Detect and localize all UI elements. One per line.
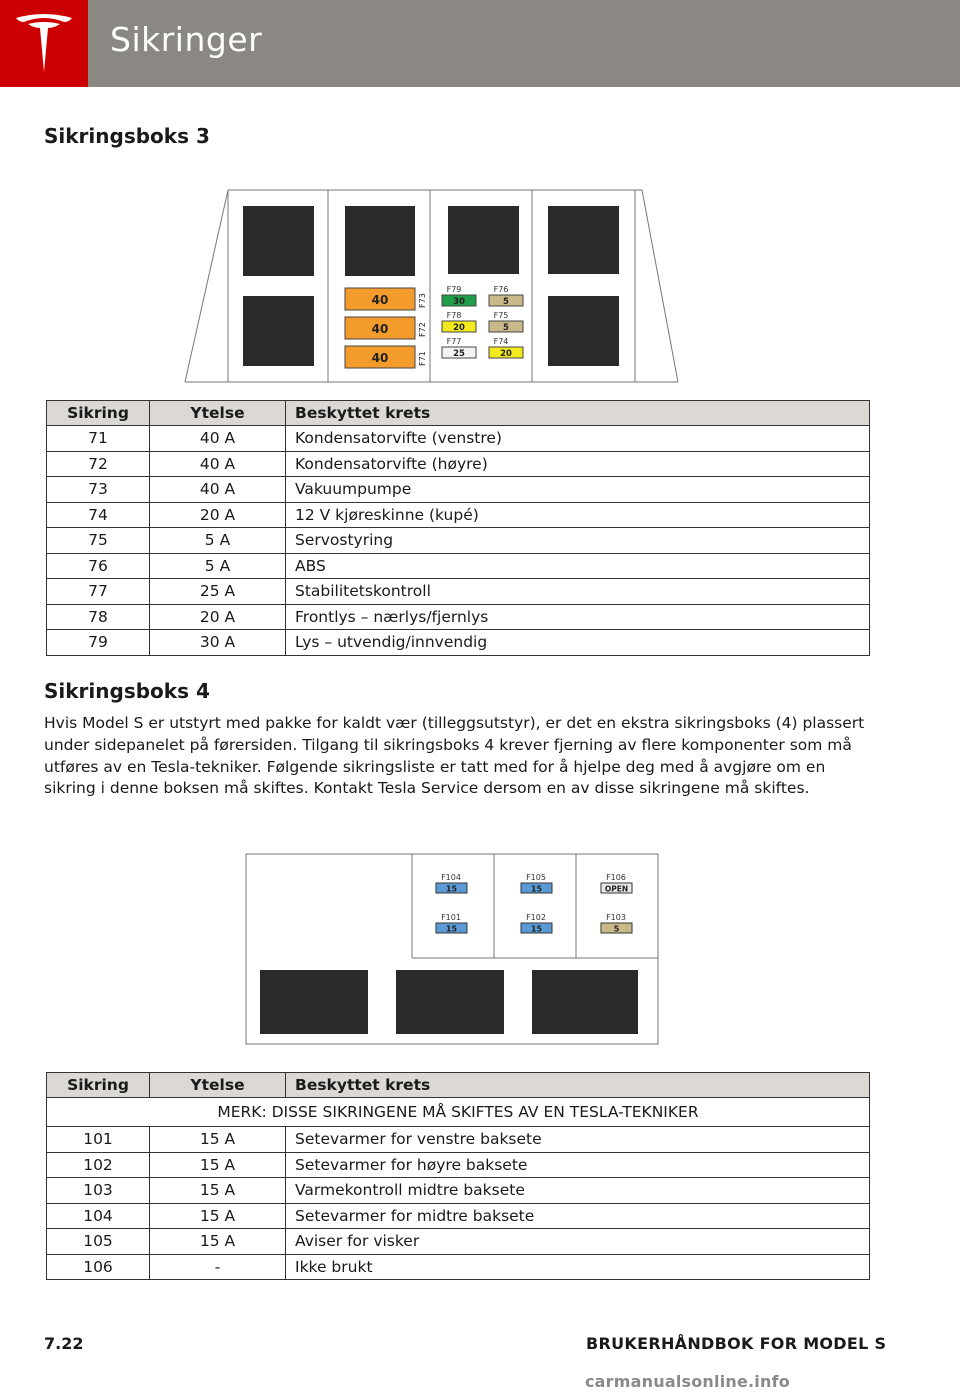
column-header-krets: Beskyttet krets — [286, 1073, 870, 1098]
fuse-label: F102 — [526, 913, 546, 922]
fuse-box-3-diagram — [180, 184, 680, 384]
fuse-table-3 — [46, 400, 870, 656]
cell-krets: Lys – utvendig/innvendig — [286, 630, 870, 656]
column-header-sikring: Sikring — [47, 401, 150, 426]
cell-ytelse: 15 A — [150, 1229, 286, 1255]
cell-sikring: 103 — [47, 1178, 150, 1204]
cell-ytelse: 30 A — [150, 630, 286, 656]
cell-ytelse: 20 A — [150, 502, 286, 528]
fuse-table-4 — [46, 1072, 870, 1280]
table-note-row — [47, 1098, 870, 1127]
table-row — [47, 579, 870, 605]
fuse-rating: 25 — [453, 349, 465, 359]
fuse-label: F106 — [606, 873, 626, 882]
fuse-label: F76 — [493, 285, 509, 294]
fuse-label: F103 — [606, 913, 626, 922]
cell-krets: Varmekontroll midtre baksete — [286, 1178, 870, 1204]
fuse-rating: 15 — [530, 924, 543, 934]
cell-ytelse: 5 A — [150, 528, 286, 554]
cell-krets: Ikke brukt — [286, 1254, 870, 1280]
cell-sikring: 72 — [47, 451, 150, 477]
table-row — [47, 502, 870, 528]
cell-krets: Vakuumpumpe — [286, 477, 870, 503]
table-row — [47, 451, 870, 477]
cell-sikring: 77 — [47, 579, 150, 605]
cell-sikring: 102 — [47, 1152, 150, 1178]
cell-ytelse: 15 A — [150, 1203, 286, 1229]
cell-ytelse: 40 A — [150, 477, 286, 503]
page-title: Sikringer — [110, 20, 263, 59]
cell-sikring: 74 — [47, 502, 150, 528]
column-header-ytelse: Ytelse — [150, 1073, 286, 1098]
fuse-rating: 20 — [453, 323, 465, 333]
cell-ytelse: 25 A — [150, 579, 286, 605]
cell-ytelse: 15 A — [150, 1152, 286, 1178]
section-4-description: Hvis Model S er utstyrt med pakke for kaldt vær (tilleggsutstyr), er det en ekstra sikringsboks (4) plassert under sidepanelet på førersiden. Tilgang til sikringsboks 4 krever fjerning av flere komponenter som må utføres av en Tesla-tekniker. Følgende sikringsliste er tatt med for å hjelpe deg med å avgjøre om en sikring i denne boksen må skiftes. Kontakt Tesla Service dersom en av disse sikringene må skiftes. — [44, 714, 865, 798]
fuse-box-4-diagram — [244, 852, 660, 1046]
page-header — [0, 0, 960, 87]
cell-krets: Setevarmer for midtre baksete — [286, 1203, 870, 1229]
fuse-label: F77 — [446, 337, 462, 346]
fuse-label: F71 — [418, 351, 427, 366]
cell-krets: Frontlys – nærlys/fjernlys — [286, 604, 870, 630]
watermark-text: carmanualsonline.info — [585, 1372, 790, 1391]
column-header-sikring: Sikring — [47, 1073, 150, 1098]
fuse-rating: 15 — [530, 884, 543, 894]
fuse-label: F78 — [446, 311, 462, 320]
fuse-rating: OPEN — [604, 884, 629, 894]
section-heading-sikringsboks-4: Sikringsboks 4 — [44, 679, 210, 703]
fuse-label: F104 — [441, 873, 461, 882]
page-number: 7.22 — [44, 1334, 84, 1353]
fuse-rating: 5 — [613, 924, 620, 934]
tesla-logo — [0, 0, 88, 87]
cell-ytelse: 40 A — [150, 426, 286, 452]
tesla-logo-icon — [14, 12, 74, 74]
cell-krets: Stabilitetskontroll — [286, 579, 870, 605]
cell-sikring: 71 — [47, 426, 150, 452]
table-row — [47, 553, 870, 579]
fuse-rating: 5 — [503, 323, 509, 333]
cell-sikring: 106 — [47, 1254, 150, 1280]
fuse-label: F74 — [493, 337, 509, 346]
table-row — [47, 1152, 870, 1178]
manual-title: BRUKERHÅNDBOK FOR MODEL S — [586, 1334, 887, 1353]
column-header-krets: Beskyttet krets — [286, 401, 870, 426]
fuse-label: F72 — [418, 322, 427, 337]
cell-krets: Kondensatorvifte (høyre) — [286, 451, 870, 477]
cell-krets: 12 V kjøreskinne (kupé) — [286, 502, 870, 528]
fuse-label: F79 — [446, 285, 462, 294]
table-row — [47, 477, 870, 503]
cell-krets: ABS — [286, 553, 870, 579]
cell-krets: Setevarmer for høyre baksete — [286, 1152, 870, 1178]
cell-krets: Aviser for visker — [286, 1229, 870, 1255]
cell-sikring: 104 — [47, 1203, 150, 1229]
fuse-label: F105 — [526, 873, 546, 882]
cell-ytelse: 40 A — [150, 451, 286, 477]
table-row — [47, 604, 870, 630]
fuse-rating: 40 — [371, 322, 389, 336]
table-row — [47, 1229, 870, 1255]
fuse-rating: 30 — [453, 297, 465, 307]
cell-ytelse: - — [150, 1254, 286, 1280]
fuse-rating: 15 — [445, 924, 458, 934]
fuse-label: F75 — [493, 311, 509, 320]
table-header-row — [47, 1073, 870, 1098]
fuse-rating: 40 — [371, 351, 389, 365]
table-row — [47, 1178, 870, 1204]
cell-sikring: 105 — [47, 1229, 150, 1255]
table-row — [47, 528, 870, 554]
cell-ytelse: 5 A — [150, 553, 286, 579]
fuse-label: F73 — [418, 293, 427, 308]
table-header-row — [47, 401, 870, 426]
cell-ytelse: 20 A — [150, 604, 286, 630]
fuse-rating: 20 — [500, 349, 512, 359]
cell-ytelse: 15 A — [150, 1178, 286, 1204]
fuse-rating: 5 — [503, 297, 509, 307]
table-note: MERK: DISSE SIKRINGENE MÅ SKIFTES AV EN TESLA-TEKNIKER — [47, 1098, 870, 1127]
cell-sikring: 73 — [47, 477, 150, 503]
cell-sikring: 76 — [47, 553, 150, 579]
section-heading-sikringsboks-3: Sikringsboks 3 — [44, 124, 210, 148]
cell-krets: Setevarmer for venstre baksete — [286, 1127, 870, 1153]
table-row — [47, 630, 870, 656]
fuse-rating: 15 — [445, 884, 458, 894]
cell-sikring: 79 — [47, 630, 150, 656]
table-row — [47, 1127, 870, 1153]
cell-sikring: 101 — [47, 1127, 150, 1153]
cell-krets: Kondensatorvifte (venstre) — [286, 426, 870, 452]
cell-sikring: 75 — [47, 528, 150, 554]
fuse-label: F101 — [441, 913, 461, 922]
table-row — [47, 1203, 870, 1229]
cell-krets: Servostyring — [286, 528, 870, 554]
table-row — [47, 1254, 870, 1280]
fuse-rating: 40 — [371, 293, 389, 307]
cell-ytelse: 15 A — [150, 1127, 286, 1153]
table-row — [47, 426, 870, 452]
cell-sikring: 78 — [47, 604, 150, 630]
column-header-ytelse: Ytelse — [150, 401, 286, 426]
